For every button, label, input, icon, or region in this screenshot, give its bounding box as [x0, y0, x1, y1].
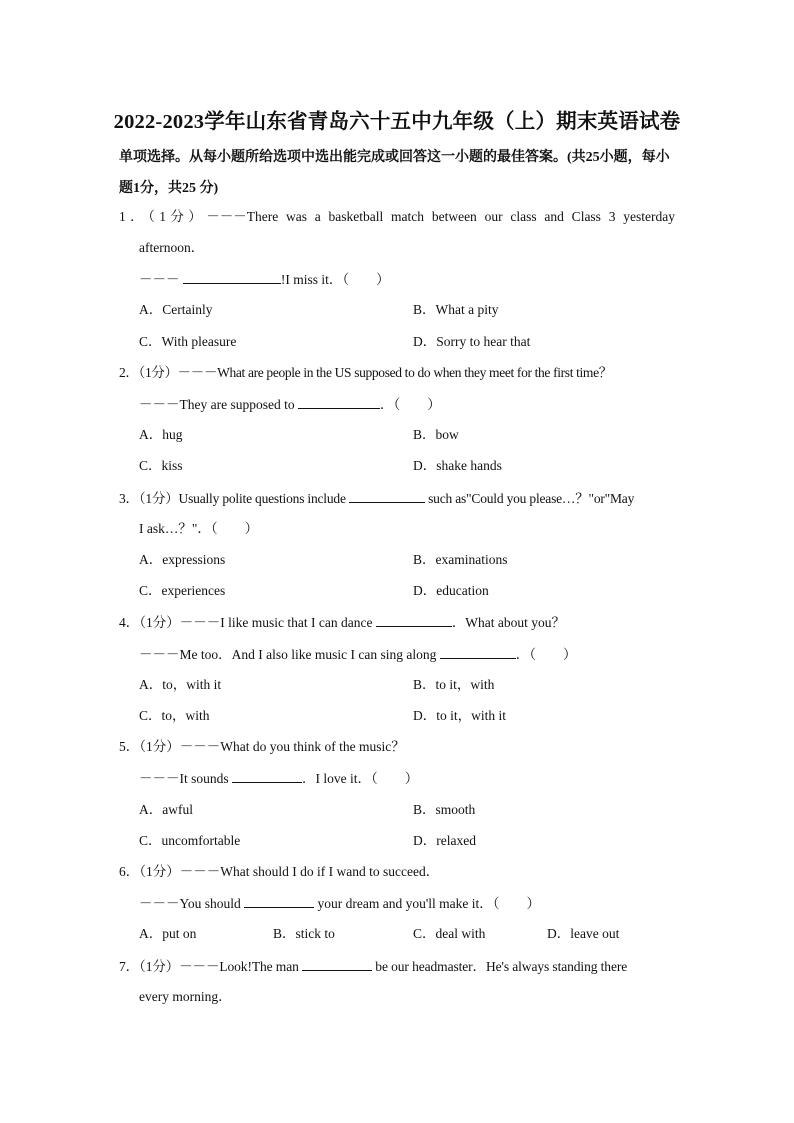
question-2-text-end: ．（ ）: [379, 397, 441, 412]
question-7-text-end: be our headmaster．He's always standing there: [372, 959, 628, 974]
question-1-option-b: B．What a pity: [413, 302, 499, 317]
question-7-line-1: [119, 957, 627, 976]
question-2-option-d: D．shake hands: [413, 458, 502, 473]
answer-blank: [302, 957, 372, 971]
question-1-line-2: afternoon．: [139, 240, 205, 255]
question-6-text-end: your dream and you'll make it．（ ）: [314, 896, 541, 911]
answer-blank: [376, 613, 452, 627]
question-5-option-d: D．relaxed: [413, 833, 476, 848]
question-4-option-d: D．to it，with it: [413, 708, 507, 723]
question-2-option-c: C．kiss: [139, 458, 183, 473]
question-1-text: !I miss it．（ ）: [280, 272, 390, 287]
page-title: 2022-2023学年山东省青岛六十五中九年级（上）期末英语试卷: [113, 111, 681, 133]
question-5-option-a: A．awful: [139, 802, 193, 817]
question-3-option-a: A．expressions: [139, 552, 226, 567]
question-4-text-2-end: ．（ ）: [515, 647, 577, 662]
question-6-option-b: B．stick to: [273, 926, 335, 941]
question-6-option-d: D．leave out: [547, 926, 620, 941]
question-1-line-1: 1．（1分）－－－There was a basketball match between our class and Class 3 yesterday: [119, 209, 675, 224]
question-2-option-b: B．bow: [413, 427, 459, 442]
question-5-text: －－－It sounds: [139, 771, 233, 786]
question-5-text-end: ．I love it．（ ）: [302, 771, 419, 786]
answer-blank: [298, 395, 380, 409]
question-4-option-b: B．to it，with: [413, 677, 495, 692]
question-4-line-1: [119, 613, 565, 632]
question-6-option-c: C．deal with: [413, 926, 486, 941]
question-5-line-1: 5．（1分）－－－What do you think of the music？: [119, 739, 405, 754]
question-3-option-b: B．examinations: [413, 552, 508, 567]
question-2-line-2: [139, 395, 441, 414]
question-1-option-a: A．Certainly: [139, 302, 213, 317]
question-3-option-c: C．experiences: [139, 583, 226, 598]
question-4-text: 4．（1分）－－－I like music that I can dance: [119, 615, 376, 630]
question-1-option-d: D．Sorry to hear that: [413, 334, 531, 349]
answer-blank: [440, 645, 516, 659]
question-4-option-a: A．to，with it: [139, 677, 222, 692]
question-4-text-end: ．What about you？: [451, 615, 566, 630]
question-3-text-end: such as"Could you please…？"or"May: [424, 491, 635, 506]
question-3-line-1: [119, 489, 634, 508]
question-6-text: －－－You should: [139, 896, 245, 911]
question-7-text: 7．（1分）－－－Look!The man: [119, 959, 303, 974]
answer-blank: [183, 270, 281, 284]
question-6-line-1: 6．（1分）－－－What should I do if I wand to succeed．: [119, 864, 440, 879]
question-2-option-a: A．hug: [139, 427, 183, 442]
question-3-line-2: I ask…？"．（ ）: [139, 521, 259, 536]
question-5-line-2: [139, 769, 418, 788]
question-4-text-2: －－－Me too．And I also like music I can sing along: [139, 647, 440, 662]
question-3-text: 3．（1分）Usually polite questions include: [119, 491, 349, 506]
question-4-line-2: [139, 645, 576, 664]
question-4-option-c: C．to，with: [139, 708, 210, 723]
question-3-option-d: D．education: [413, 583, 489, 598]
question-2-line-1: 2．（1分）－－－What are people in the US supposed to do when they meet for the first time？: [119, 365, 612, 380]
section-instruction: 单项选择。从每小题所给选项中选出能完成或回答这一小题的最佳答案。(共25小题，每小题1分，共25 分): [119, 150, 670, 196]
question-1-option-c: C．With pleasure: [139, 334, 237, 349]
dialog-dash: －－－: [139, 272, 180, 287]
answer-blank: [349, 489, 425, 503]
question-6-line-2: [139, 894, 540, 913]
question-1-line-3: [139, 270, 390, 289]
answer-blank: [232, 769, 302, 783]
question-5-option-c: C．uncomfortable: [139, 833, 241, 848]
question-7-line-2: every morning．: [139, 989, 232, 1004]
question-2-text: －－－They are supposed to: [139, 397, 298, 412]
question-6-option-a: A．put on: [139, 926, 197, 941]
question-5-option-b: B．smooth: [413, 802, 476, 817]
answer-blank: [244, 894, 314, 908]
